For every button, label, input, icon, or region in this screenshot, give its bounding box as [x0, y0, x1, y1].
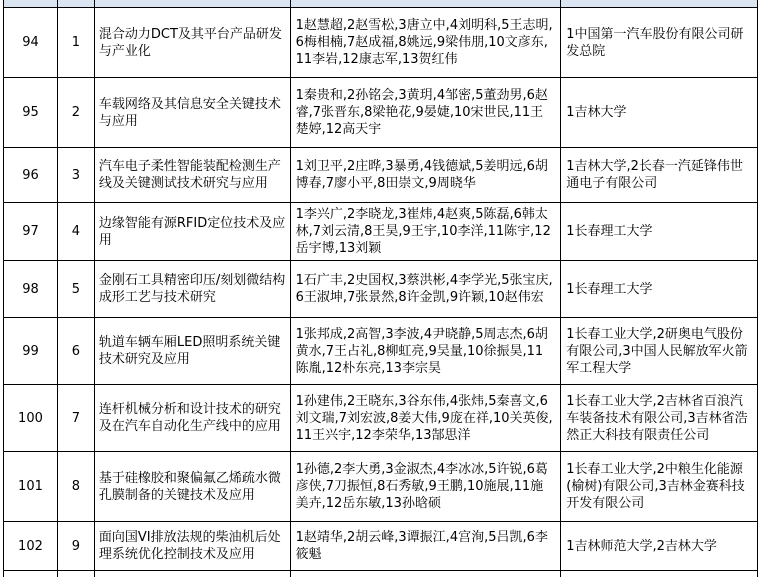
title-text: 基于硅橡胶和聚偏氟乙烯疏水微孔膜制备的关键技术及应用	[98, 470, 281, 503]
organizations-cell	[561, 571, 758, 577]
no-text: 94	[22, 35, 39, 50]
project-title-cell	[95, 203, 291, 260]
project-title-cell	[95, 522, 291, 570]
participants-text: 1李兴广,2李晓龙,3崔炜,4赵爽,5陈磊,6韩太林,7刘云清,8王昊,9王宇,10李洋,11陈宇,12岳宇博,13刘颖	[295, 207, 551, 256]
no-text: 97	[22, 224, 39, 239]
seq-text: 4	[71, 224, 81, 239]
projects-table	[3, 0, 758, 577]
participants-text: 1秦贵和,2孙铭会,3黄玥,4邹密,5董劲男,6赵睿,7张晋东,8梁艳花,9晏婕,10宋世民,11王楚婷,12高天宇	[295, 88, 548, 137]
no-text: 96	[22, 167, 39, 183]
table-row	[4, 8, 758, 78]
table-row	[4, 261, 758, 318]
table-body	[4, 8, 758, 571]
title-text: 混合动力DCT及其平台产品研发与产业化	[98, 26, 282, 59]
orgs-text: 1吉林师范大学,2吉林大学	[566, 538, 717, 554]
sequence-number-cell	[58, 261, 95, 317]
no-text: 98	[22, 281, 39, 297]
sequence-number-cell	[58, 452, 95, 521]
row-number-cell	[4, 78, 58, 147]
title-text: 连杆机械分析和设计技术的研究及在汽车自动化生产线中的应用	[98, 402, 281, 434]
no-text: 101	[18, 479, 43, 494]
participants-cell	[291, 318, 562, 384]
sequence-number-cell	[58, 0, 95, 7]
seq-text: 2	[71, 105, 81, 120]
organizations-cell	[561, 203, 758, 260]
orgs-text: 1长春工业大学,2中粮生化能源(榆树)有限公司,3吉林金赛科技开发有限公司	[566, 462, 745, 511]
title-text: 汽车电子柔性智能装配检测生产线及关键测试技术研究与应用	[98, 159, 281, 191]
row-number-cell	[4, 148, 58, 202]
title-text: 车载网络及其信息安全关键技术与应用	[98, 96, 281, 129]
row-number-cell	[4, 522, 58, 570]
participants-text: 1张邦成,2高智,3李波,4尹晓静,5周志杰,6胡黄水,7王占礼,8柳虹亮,9吴量,10徐振昊,11陈胤,12朴东亮,13李宗昊	[295, 326, 548, 376]
title-text: 边缘智能有源RFID定位技术及应用	[98, 215, 286, 248]
title-text: 金刚石工具精密印压/刻划微结构成形工艺与技术研究	[98, 273, 286, 305]
organizations-cell	[561, 8, 758, 77]
seq-text: 1	[71, 35, 81, 50]
participants-cell	[291, 452, 562, 521]
organizations-cell	[561, 148, 758, 202]
participants-text: 1孙德,2李大勇,3金淑杰,4李冰冰,5许锐,6葛彦侠,7刀振恒,8石秀敏,9王鹏,10施展,11施美卉,12岳东敏,13孙晗硕	[295, 462, 548, 511]
organizations-cell	[561, 318, 758, 384]
no-text: 95	[22, 105, 39, 120]
organizations-cell	[561, 261, 758, 317]
row-number-cell	[4, 0, 58, 7]
project-title-cell	[95, 0, 291, 7]
no-text: 99	[22, 343, 39, 359]
project-title-cell	[95, 385, 291, 451]
sequence-number-cell	[58, 571, 95, 577]
sequence-number-cell	[58, 148, 95, 202]
participants-cell	[291, 8, 562, 77]
partial-row-bottom	[4, 571, 758, 577]
seq-text: 9	[71, 538, 81, 554]
seq-text: 3	[71, 167, 81, 183]
project-title-cell	[95, 452, 291, 521]
orgs-text: 1吉林大学	[566, 105, 627, 120]
title-text: 面向国VI排放法规的柴油机后处理系统优化控制技术及应用	[98, 530, 281, 562]
participants-cell	[291, 78, 562, 147]
participants-text: 1石广丰,2史国权,3蔡洪彬,4李学光,5张宝庆,6王淑坤,7张景然,8许金凯,9许颖,10赵伟宏	[295, 273, 553, 305]
title-text: 轨道车辆车厢LED照明系统关键技术研究及应用	[98, 335, 281, 367]
seq-text: 5	[71, 281, 81, 297]
participants-text: 1赵靖华,2胡云峰,3谭振江,4宫洵,5吕凯,6李筱魁	[295, 530, 548, 562]
organizations-cell	[561, 78, 758, 147]
row-number-cell	[4, 318, 58, 384]
sequence-number-cell	[58, 522, 95, 570]
no-text: 102	[18, 538, 43, 554]
row-number-cell	[4, 261, 58, 317]
row-number-cell	[4, 203, 58, 260]
participants-cell	[291, 261, 562, 317]
participants-text: 1刘卫平,2庄晔,3暴勇,4钱德斌,5姜明远,6胡博春,7廖小平,8田崇文,9周晓华	[295, 159, 548, 191]
table-row	[4, 452, 758, 522]
sequence-number-cell	[58, 203, 95, 260]
participants-cell	[291, 203, 562, 260]
orgs-text: 1长春工业大学,2吉林省百浪汽车装备技术有限公司,3吉林省浩然正大科技有限责任公司	[566, 393, 748, 443]
row-number-cell	[4, 452, 58, 521]
organizations-cell	[561, 0, 758, 7]
seq-text: 8	[71, 479, 81, 494]
sequence-number-cell	[58, 318, 95, 384]
table-row	[4, 522, 758, 571]
orgs-text: 1中国第一汽车股份有限公司研发总院	[566, 26, 744, 59]
participants-text: 1孙建伟,2王晓东,3谷东伟,4张炜,5秦喜文,6刘文瑞,7刘宏波,8姜大伟,9庞在祥,10关英俊,11王兴宇,12李荣华,13郜思洋	[295, 393, 553, 443]
project-title-cell	[95, 8, 291, 77]
project-title-cell	[95, 148, 291, 202]
organizations-cell	[561, 522, 758, 570]
seq-text: 7	[71, 410, 81, 426]
sequence-number-cell	[58, 385, 95, 451]
participants-text: 1赵慧超,2赵雪松,3唐立中,4刘明科,5王志明,6梅相楠,7赵成福,8姚远,9梁伟朋,10文彦东,11李岩,12康志军,13贺红伟	[295, 18, 553, 67]
row-number-cell	[4, 385, 58, 451]
no-text: 100	[18, 410, 43, 426]
participants-cell	[291, 571, 562, 577]
project-title-cell	[95, 261, 291, 317]
seq-text: 6	[71, 343, 81, 359]
project-title-cell	[95, 78, 291, 147]
participants-cell	[291, 0, 562, 7]
table-row	[4, 318, 758, 385]
sequence-number-cell	[58, 78, 95, 147]
table-row	[4, 78, 758, 148]
table-row	[4, 148, 758, 203]
orgs-text: 1长春理工大学	[566, 281, 653, 297]
row-number-cell	[4, 8, 58, 77]
project-title-cell	[95, 571, 291, 577]
participants-cell	[291, 148, 562, 202]
organizations-cell	[561, 452, 758, 521]
participants-cell	[291, 522, 562, 570]
row-number-cell	[4, 571, 58, 577]
project-title-cell	[95, 318, 291, 384]
table-row	[4, 385, 758, 452]
participants-cell	[291, 385, 562, 451]
sequence-number-cell	[58, 8, 95, 77]
organizations-cell	[561, 385, 758, 451]
orgs-text: 1长春理工大学	[566, 224, 653, 239]
orgs-text: 1长春工业大学,2研奥电气股份有限公司,3中国人民解放军火箭军工程大学	[566, 326, 748, 376]
table-row	[4, 203, 758, 261]
partial-row-top	[4, 0, 758, 8]
orgs-text: 1吉林大学,2长春一汽延锋伟世通电子有限公司	[566, 159, 743, 191]
